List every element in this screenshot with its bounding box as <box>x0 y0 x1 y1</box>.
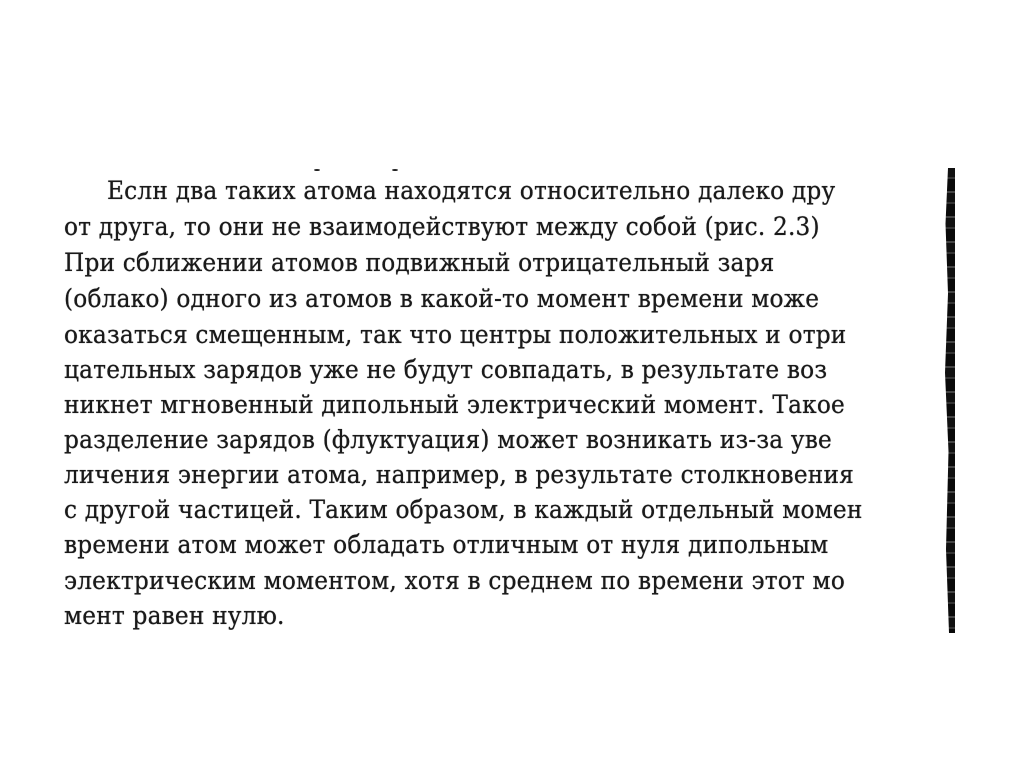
text-line: времени атом может обладать отличным от нуля дипольным <box>64 530 829 559</box>
text-block <box>60 160 953 635</box>
scanned-text-image <box>60 160 965 635</box>
text-line: электрическим моментом, хотя в среднем по времени этот мо <box>64 566 846 595</box>
scan-speck <box>392 169 398 171</box>
text-line: мент равен нулю. <box>64 601 285 630</box>
text-line: цательных зарядов уже не будут совпадать, в результате воз <box>64 355 828 384</box>
text-line: личения энергии атома, например, в результате столкновения <box>64 460 854 489</box>
text-line: с другой частицей. Таким образом, в каждый отдельный момен <box>64 495 863 524</box>
text-line: никнет мгновенный дипольный электрический момент. Такое <box>64 390 845 419</box>
text-line: оказаться смещенным, так что центры положительных и отри <box>64 320 847 349</box>
text-line: Еслн два таких атома находятся относительно далеко дру <box>107 176 836 205</box>
text-line: (облако) одного из атомов в какой-то момент времени може <box>64 284 820 313</box>
scan-speck <box>314 169 320 171</box>
text-line: При сближении атомов подвижный отрицательный заря <box>64 248 775 277</box>
text-line: разделение зарядов (флуктуация) может возникать из-за уве <box>64 425 832 454</box>
text-line: от друга, то они не взаимодействуют между собой (рис. 2.3) <box>64 212 820 241</box>
